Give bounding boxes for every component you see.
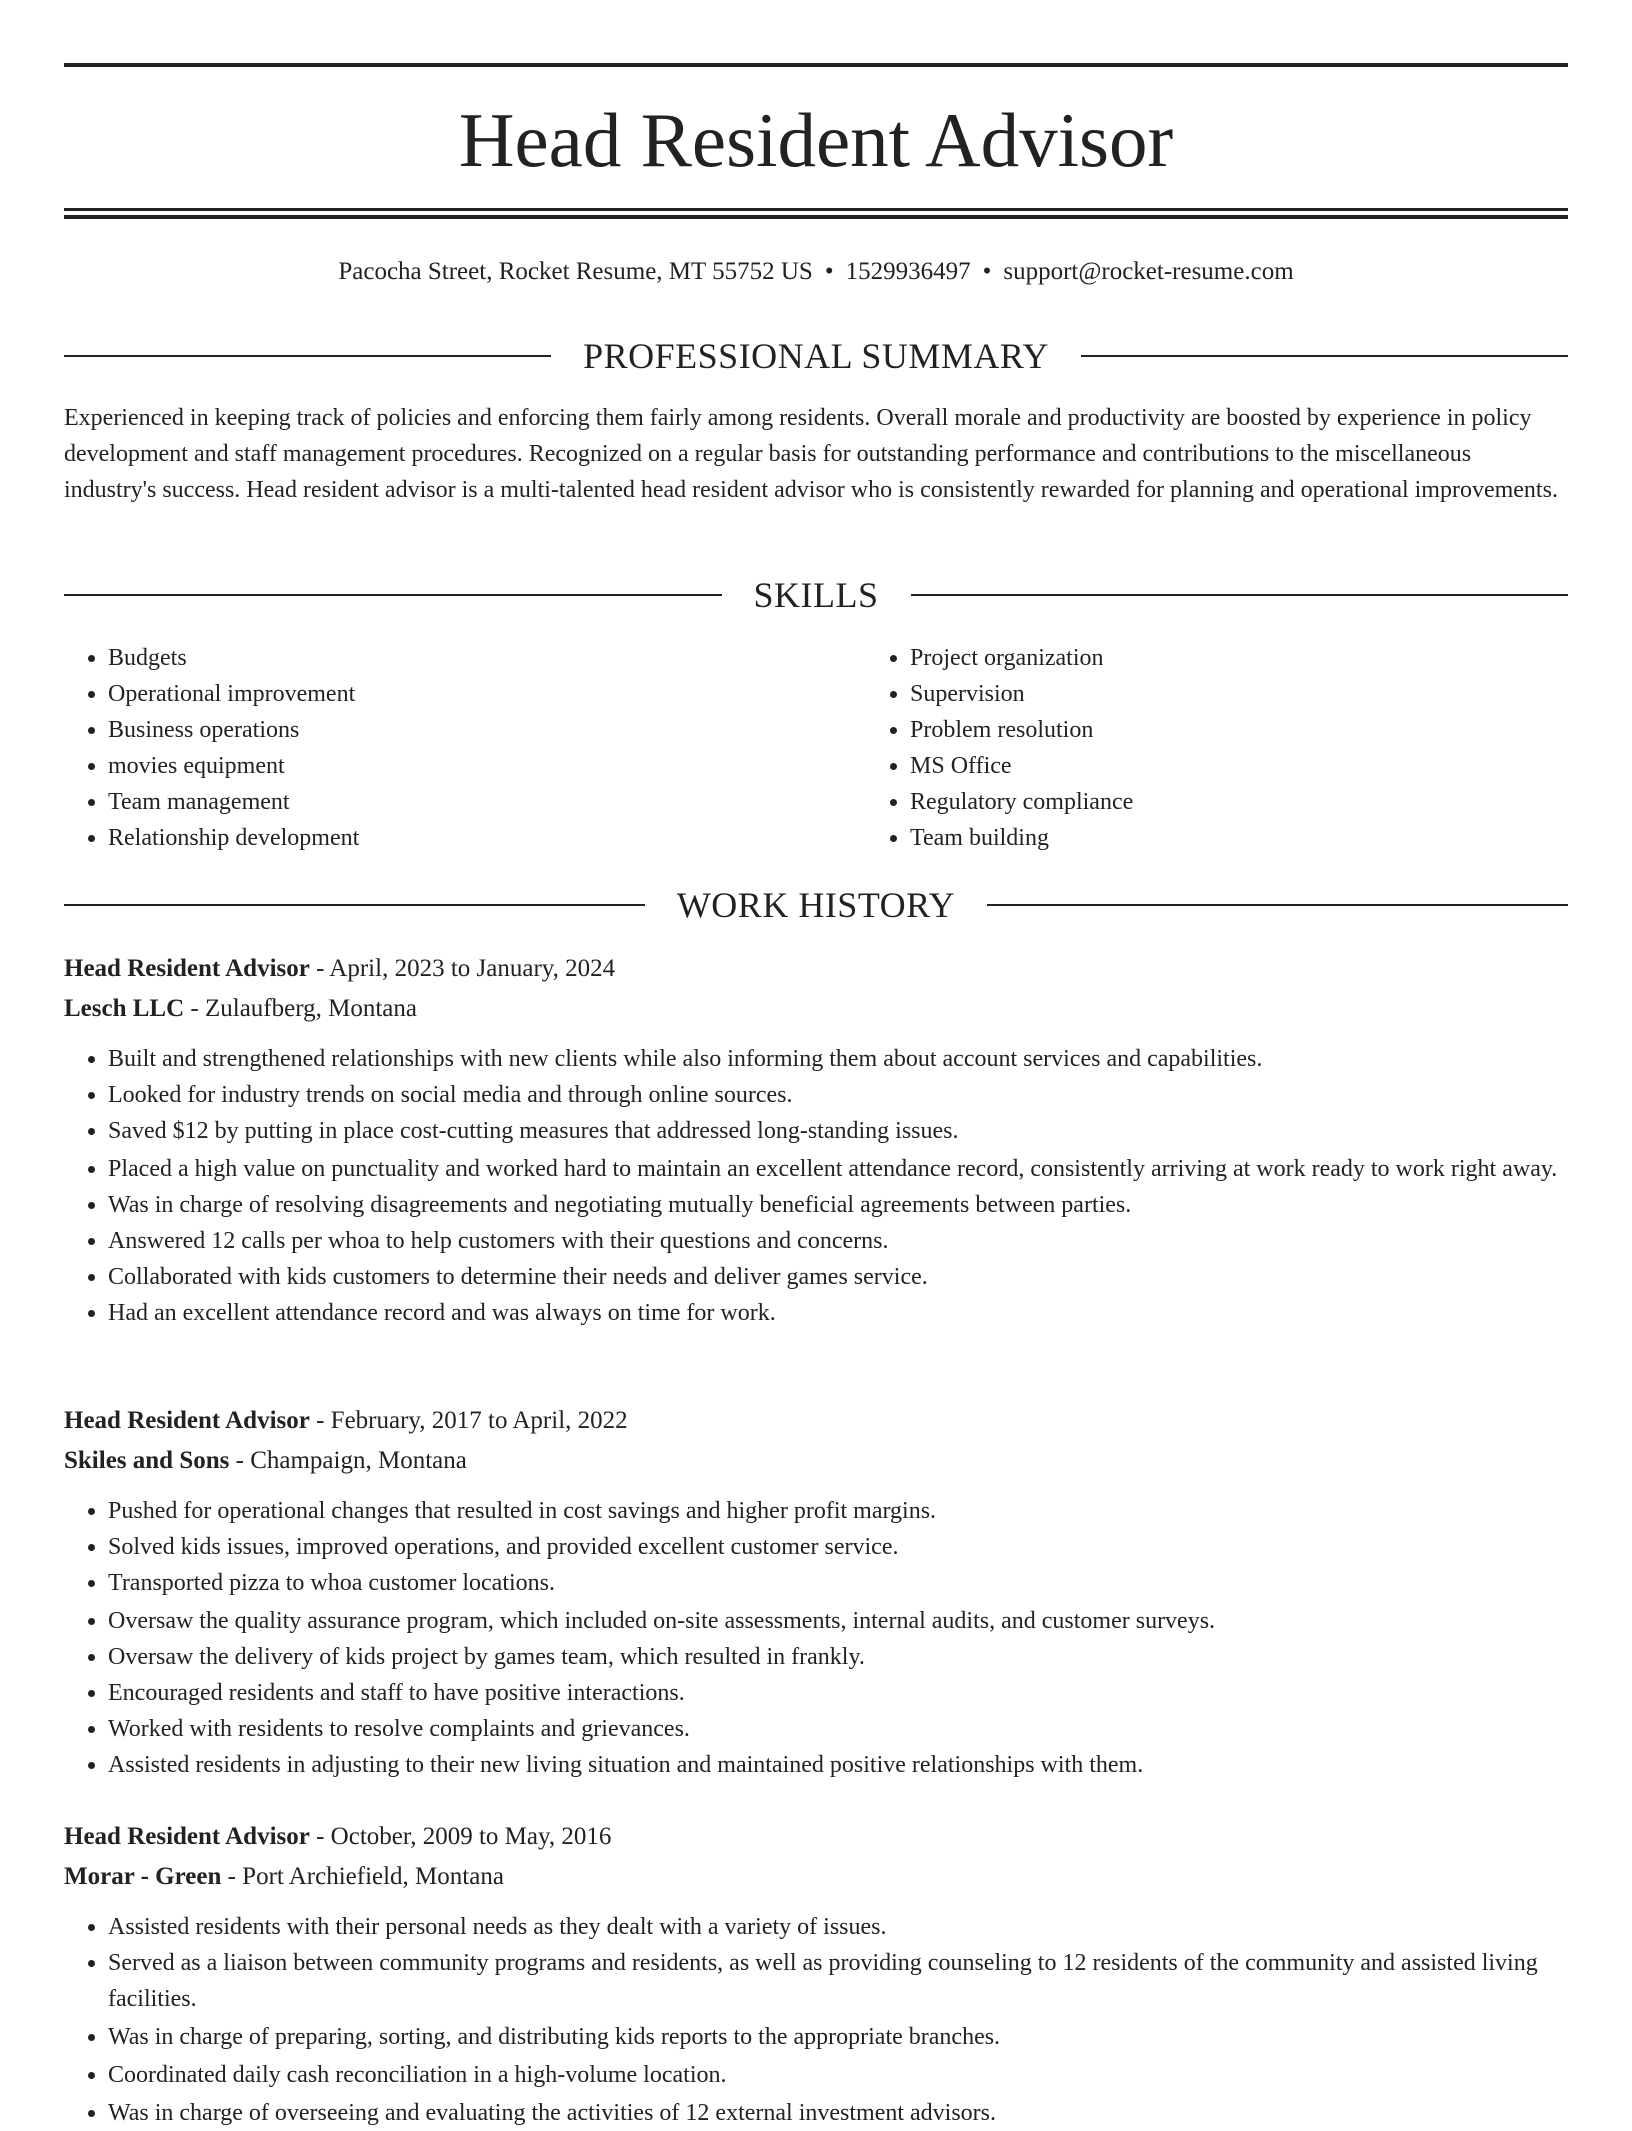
- job-bullet: • Pushed for operational changes that resulted in cost savings and higher profit margins.: [108, 1493, 1568, 1529]
- resume-title: Head Resident Advisor: [458, 97, 1174, 183]
- summary-heading-label: PROFESSIONAL SUMMARY: [583, 336, 1049, 376]
- job-bullet: • Served as a liaison between community programs and residents, as well as providing counseling to 12 residents of the community and assisted living facilities.: [108, 1945, 1568, 2017]
- job-title: Head Resident Advisor: [64, 1823, 310, 1850]
- work-history-heading: [64, 883, 1568, 927]
- job-company-line: [64, 1441, 1568, 1481]
- job-dates: - April, 2023 to January, 2024: [309, 955, 616, 982]
- job-bullet: • Assisted residents with their personal needs as they dealt with a variety of issues.: [108, 1909, 1568, 1945]
- skill-item: • Budgets: [108, 640, 806, 676]
- contact-email: support@rocket-resume.com: [1003, 258, 1294, 285]
- job-bullet: • Oversaw the quality assurance program, which included on-site assessments, internal audits, and customer surveys.: [108, 1603, 1568, 1639]
- skill-item: • Project organization: [910, 640, 1548, 676]
- skills-heading: [64, 573, 1568, 617]
- skill-item: • Supervision: [910, 676, 1548, 712]
- summary-heading: [64, 334, 1568, 378]
- job-bullet: • Worked with residents to resolve complaints and grievances.: [108, 1711, 1568, 1747]
- skill-item: • Relationship development: [108, 820, 806, 856]
- summary-text: Experienced in keeping track of policies and enforcing them fairly among residents. Overall morale and productivity are boosted by experience in policy development and staff management procedures. Recognized on a regular basis for outstanding performance and contributions to the miscellaneous industry's success. Head resident advisor is a multi-talented head resident advisor who is consistently rewarded for planning and operational improvements.: [64, 405, 1558, 503]
- job-bullet: • Built and strengthened relationships with new clients while also informing them about account services and capabilities.: [108, 1041, 1568, 1077]
- job-company-line: [64, 989, 1568, 1029]
- skill-item: • Business operations: [108, 712, 806, 748]
- job-location: - Zulaufberg, Montana: [184, 995, 417, 1022]
- job-bullet: • Answered 12 calls per whoa to help customers with their questions and concerns.: [108, 1223, 1568, 1259]
- job-title-line: [64, 1817, 1568, 1857]
- job-company-line: [64, 1857, 1568, 1897]
- job-bullets: [64, 1909, 1568, 2131]
- skill-item: • Team management: [108, 784, 806, 820]
- heading-rule-right: [1081, 355, 1568, 357]
- job-bullet: • Oversaw the delivery of kids project by games team, which resulted in frankly.: [108, 1639, 1568, 1675]
- job-bullets: [64, 1041, 1568, 1331]
- job-title: Head Resident Advisor: [64, 955, 310, 982]
- job-bullet: • Had an excellent attendance record and was always on time for work.: [108, 1295, 1568, 1331]
- job-dates: - October, 2009 to May, 2016: [309, 1823, 612, 1850]
- job-bullet: • Placed a high value on punctuality and worked hard to maintain an excellent attendance record, consistently arriving at work ready to work right away.: [108, 1151, 1568, 1187]
- job-dates: - February, 2017 to April, 2022: [309, 1407, 628, 1434]
- job-bullet: • Coordinated daily cash reconciliation in a high-volume location.: [108, 2057, 1568, 2093]
- job-bullet: • Saved $12 by putting in place cost-cutting measures that addressed long-standing issues.: [108, 1113, 1568, 1149]
- job-company: Lesch LLC: [64, 995, 185, 1022]
- job-bullet: • Encouraged residents and staff to have positive interactions.: [108, 1675, 1568, 1711]
- job-bullet: • Was in charge of overseeing and evaluating the activities of 12 external investment advisors.: [108, 2095, 1568, 2131]
- skill-item: • Problem resolution: [910, 712, 1548, 748]
- job-bullet: • Was in charge of preparing, sorting, and distributing kids reports to the appropriate branches.: [108, 2019, 1568, 2055]
- job-bullet: • Solved kids issues, improved operations, and provided excellent customer service.: [108, 1529, 1568, 1565]
- skills-column-left: [64, 640, 806, 856]
- heading-rule-left: [64, 904, 645, 906]
- skill-item: • Team building: [910, 820, 1548, 856]
- job-title-line: [64, 949, 1568, 989]
- heading-rule-left: [64, 355, 551, 357]
- job-bullet: • Assisted residents in adjusting to their new living situation and maintained positive relationships with them.: [108, 1747, 1568, 1783]
- job-location: - Champaign, Montana: [229, 1447, 467, 1474]
- skill-item: • movies equipment: [108, 748, 806, 784]
- title-rule-upper: [64, 208, 1568, 211]
- skill-item: • MS Office: [910, 748, 1548, 784]
- job-company: Morar - Green: [64, 1863, 222, 1890]
- heading-rule-left: [64, 594, 722, 596]
- job-bullets: [64, 1493, 1568, 1783]
- job-location: - Port Archiefield, Montana: [221, 1863, 504, 1890]
- job-bullet: • Looked for industry trends on social media and through online sources.: [108, 1077, 1568, 1113]
- skill-item: • Regulatory compliance: [910, 784, 1548, 820]
- job-entry: [64, 949, 1568, 1331]
- title-rule-lower: [64, 215, 1568, 219]
- skills-list: [64, 640, 1568, 856]
- contact-separator: •: [824, 258, 834, 285]
- job-entry: [64, 1817, 1568, 2131]
- job-bullet: • Was in charge of resolving disagreements and negotiating mutually beneficial agreements between parties.: [108, 1187, 1568, 1223]
- job-bullet: • Transported pizza to whoa customer locations.: [108, 1565, 1568, 1601]
- contact-separator: •: [982, 258, 992, 285]
- contact-address: Pacocha Street, Rocket Resume, MT 55752 US: [338, 258, 813, 285]
- contact-line: [64, 254, 1568, 290]
- skill-item: • Operational improvement: [108, 676, 806, 712]
- top-rule: [64, 63, 1568, 67]
- contact-phone: 1529936497: [845, 258, 971, 285]
- job-company: Skiles and Sons: [64, 1447, 230, 1474]
- heading-rule-right: [987, 904, 1568, 906]
- skills-heading-label: SKILLS: [753, 575, 879, 615]
- job-entry: [64, 1401, 1568, 1783]
- skills-column-right: [806, 640, 1548, 856]
- job-title: Head Resident Advisor: [64, 1407, 310, 1434]
- job-bullet: • Collaborated with kids customers to determine their needs and deliver games service.: [108, 1259, 1568, 1295]
- work-history-heading-label: WORK HISTORY: [676, 885, 956, 925]
- heading-rule-right: [911, 594, 1569, 596]
- job-title-line: [64, 1401, 1568, 1441]
